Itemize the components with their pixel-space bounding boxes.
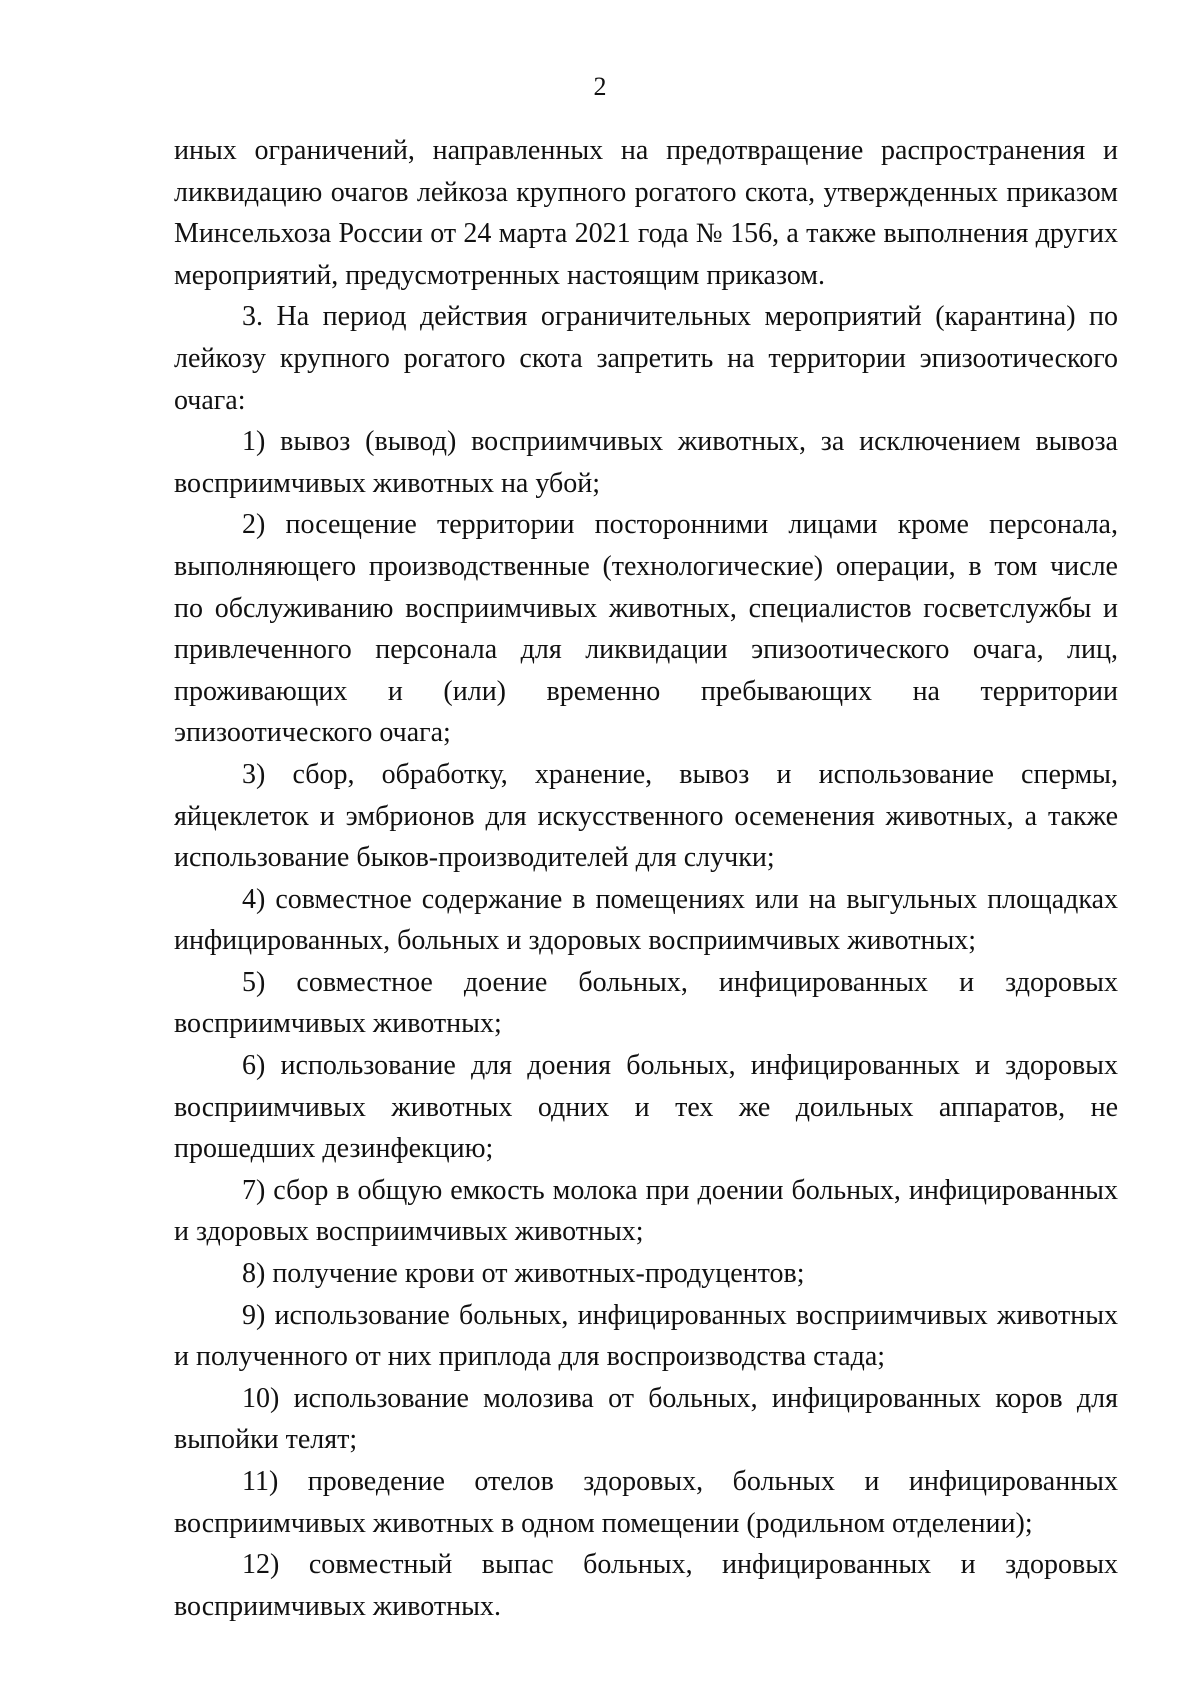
list-item-8: 8) получение крови от животных-продуцентов;: [242, 1258, 805, 1290]
list-item-12: 12) совместный выпас больных, инфицированных и здоровых восприимчивых животных.: [174, 1549, 1118, 1622]
list-item-6: 6) использование для доения больных, инфицированных и здоровых восприимчивых животных одних и тех же доильных аппаратов, не прошедших дезинфекцию;: [174, 1050, 1118, 1165]
list-item-11: 11) проведение отелов здоровых, больных и инфицированных восприимчивых животных в одном помещении (родильном отделении);: [174, 1466, 1118, 1539]
list-item-7: 7) сбор в общую емкость молока при доении больных, инфицированных и здоровых восприимчивых животных;: [174, 1174, 1118, 1248]
list-item-10: 10) использование молозива от больных, инфицированных коров для выпойки телят;: [174, 1382, 1118, 1456]
list-item-2: 2) посещение территории посторонними лицами кроме персонала, выполняющего производственные (технологические) операции, в том числе по обслуживанию восприимчивых животных, специалистов госветслужбы и привлеченного персонала для ликвидации эпизоотического очага, лиц, проживающих и (или) временно пребывающих на территории эпизоотического очага;: [174, 509, 1118, 749]
list-item-3: 3) сбор, обработку, хранение, вывоз и использование спермы, яйцеклеток и эмбрионов для искусственного осеменения животных, а также использование быков-производителей для случки;: [174, 758, 1118, 874]
list-item-1: 1) вывоз (вывод) восприимчивых животных, за исключением вывоза восприимчивых животных на убой;: [174, 426, 1118, 499]
list-item-5: 5) совместное доение больных, инфицированных и здоровых восприимчивых животных;: [174, 966, 1118, 1040]
paragraph-intro-continuation: иных ограничений, направленных на предотвращение распространения и ликвидацию очагов лейкоза крупного рогатого скота, утвержденных приказом Минсельхоза России от 24 марта 2021 года № 156, а также выполнения других мероприятий, предусмотренных настоящим приказом.: [174, 135, 1118, 291]
page-number: 2: [593, 72, 607, 101]
paragraph-clause-3: 3. На период действия ограничительных мероприятий (карантина) по лейкозу крупного рогатого скота запретить на территории эпизоотического очага:: [174, 301, 1118, 416]
list-item-4: 4) совместное содержание в помещениях или на выгульных площадках инфицированных, больных и здоровых восприимчивых животных;: [174, 883, 1118, 957]
list-item-9: 9) использование больных, инфицированных восприимчивых животных и полученного от них приплода для воспроизводства стада;: [174, 1299, 1118, 1373]
document-body: [174, 130, 1118, 1627]
